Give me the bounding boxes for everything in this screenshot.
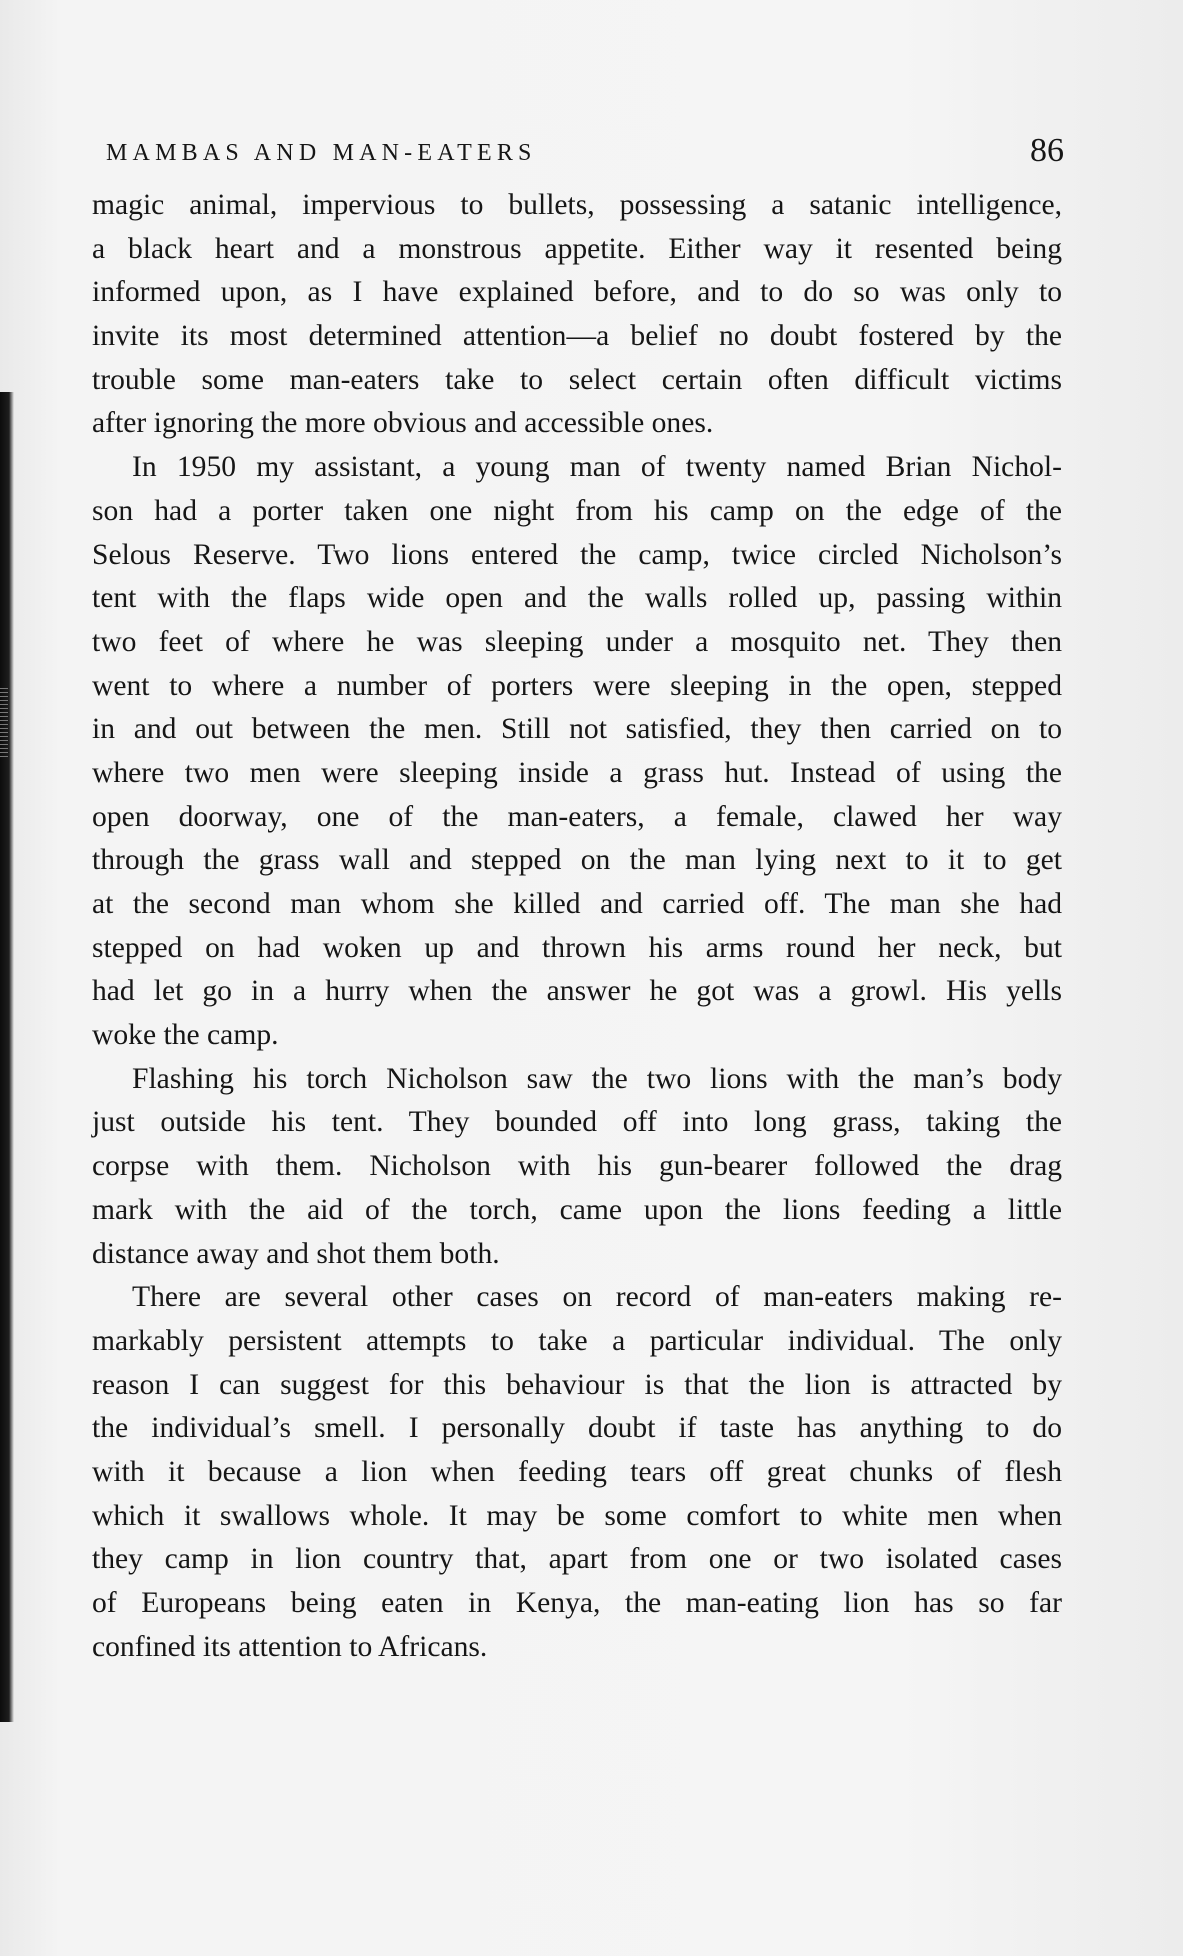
running-head: MAMBAS AND MAN-EATERS (106, 140, 537, 166)
binding-shadow (0, 392, 14, 1722)
text-line: after ignoring the more obvious and accessible ones. (92, 407, 714, 440)
text-line: woke the camp. (92, 1019, 279, 1052)
text-line: had let go in a hurry when the answer he got was a growl. His yells (92, 975, 1062, 1008)
text-line: confined its attention to Africans. (92, 1630, 488, 1663)
text-line: with it because a lion when feeding tears off great chunks of flesh (92, 1455, 1062, 1488)
text-line: in and out between the men. Still not satisfied, they then carried on to (92, 713, 1062, 746)
text-line: magic animal, impervious to bullets, possessing a satanic intelligence, (92, 189, 1062, 221)
page-number: 86 (1030, 132, 1064, 169)
text-line: informed upon, as I have explained before, and to do so was only to (92, 276, 1062, 309)
text-line: stepped on had woken up and thrown his arms round her neck, but (92, 931, 1062, 964)
text-line: through the grass wall and stepped on the man lying next to it to get (92, 844, 1062, 877)
text-line: reason I can suggest for this behaviour is that the lion is attracted by (92, 1368, 1062, 1401)
text-line: tent with the flaps wide open and the walls rolled up, passing within (92, 582, 1062, 615)
text-line: distance away and shot them both. (92, 1237, 500, 1270)
body-text (92, 184, 1062, 1669)
page-header (106, 132, 1064, 176)
text-line: son had a porter taken one night from his camp on the edge of the (92, 494, 1062, 527)
text-line: markably persistent attempts to take a particular individual. The only (92, 1324, 1062, 1357)
text-line: just outside his tent. They bounded off into long grass, taking the (92, 1106, 1062, 1139)
text-line: corpse with them. Nicholson with his gun-bearer followed the drag (92, 1150, 1062, 1183)
text-line: In 1950 my assistant, a young man of twenty named Brian Nichol- (132, 451, 1062, 484)
text-line: at the second man whom she killed and carried off. The man she had (92, 888, 1062, 920)
text-line: which it swallows whole. It may be some comfort to white men when (92, 1499, 1062, 1532)
text-line: a black heart and a monstrous appetite. Either way it resented being (92, 232, 1062, 265)
text-line: Flashing his torch Nicholson saw the two lions with the man’s body (132, 1062, 1062, 1095)
text-line: they camp in lion country that, apart from one or two isolated cases (92, 1543, 1062, 1576)
text-line: Selous Reserve. Two lions entered the camp, twice circled Nicholson’s (92, 538, 1062, 571)
text-line: invite its most determined attention—a belief no doubt fostered by the (92, 320, 1062, 353)
text-line: mark with the aid of the torch, came upon the lions feeding a little (92, 1193, 1062, 1226)
text-line: where two men were sleeping inside a grass hut. Instead of using the (92, 756, 1062, 789)
text-line: trouble some man-eaters take to select certain often difficult victims (92, 363, 1062, 396)
text-line: went to where a number of porters were sleeping in the open, stepped (92, 669, 1062, 702)
text-line: two feet of where he was sleeping under a mosquito net. They then (92, 625, 1062, 658)
text-line: the individual’s smell. I personally doubt if taste has anything to do (92, 1412, 1062, 1445)
page-edge-lines (0, 688, 8, 758)
text-line: of Europeans being eaten in Kenya, the man-eating lion has so far (92, 1587, 1062, 1619)
text-line: There are several other cases on record of man-eaters making re- (132, 1281, 1062, 1314)
text-line: open doorway, one of the man-eaters, a female, clawed her way (92, 800, 1062, 833)
